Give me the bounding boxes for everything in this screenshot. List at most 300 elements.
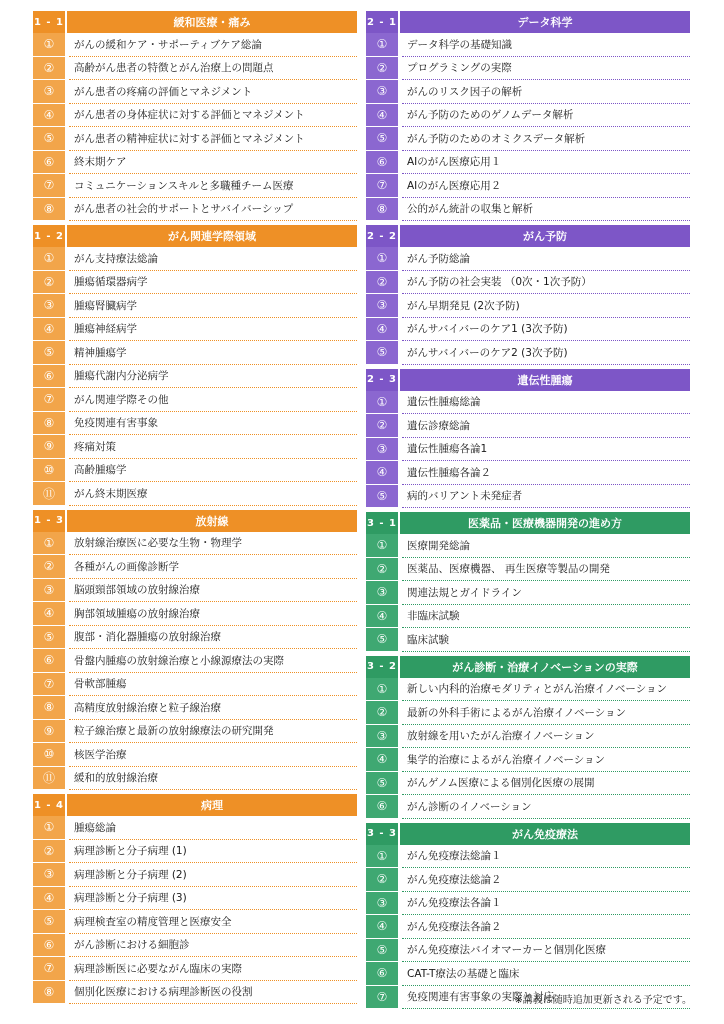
lecture-number-badge: ⑪ [42, 486, 55, 501]
lecture-row [33, 341, 357, 365]
lecture-row [33, 981, 357, 1005]
lecture-number-badge: ② [376, 872, 388, 887]
section-number: 1 - 3 [33, 510, 65, 532]
lecture-title: 病理診断と分子病理 (3) [69, 887, 357, 911]
lecture-number-badge: ⑧ [43, 415, 55, 430]
lecture-number-badge: ① [43, 820, 55, 835]
lecture-number-badge: ⑤ [376, 131, 388, 146]
lecture-number [33, 957, 65, 981]
lecture-title: 粒子線治療と最新の放射線療法の研究開発 [69, 720, 357, 744]
section-title: 病理 [67, 794, 357, 816]
section-header [33, 225, 357, 247]
lecture-number-badge: ⑧ [43, 201, 55, 216]
lecture-title: がん関連学際その他 [69, 388, 357, 412]
lecture-row [366, 939, 690, 963]
lecture-number-badge: ④ [43, 107, 55, 122]
lecture-row [33, 151, 357, 175]
lecture-number [33, 174, 65, 198]
lecture-number-badge: ④ [376, 752, 388, 767]
lecture-title: 病理診断医に必要ながん臨床の実際 [69, 957, 357, 981]
lecture-row [366, 581, 690, 605]
lecture-title: がん免疫療法総論２ [402, 868, 690, 892]
section-title: 緩和医療・痛み [67, 11, 357, 33]
lecture-number [33, 104, 65, 128]
lecture-number-badge: ④ [43, 321, 55, 336]
lecture-title: 腫瘍循環器病学 [69, 271, 357, 295]
lecture-title: 公的がん統計の収集と解析 [402, 198, 690, 222]
course-section [33, 11, 357, 221]
lecture-number [366, 438, 398, 462]
lecture-number [33, 365, 65, 389]
lecture-number [366, 174, 398, 198]
lecture-number-badge: ① [43, 251, 55, 266]
section-title: 放射線 [67, 510, 357, 532]
lecture-title: がん支持療法総論 [69, 247, 357, 271]
section-title: 遺伝性腫瘍 [400, 369, 690, 391]
lecture-number [33, 127, 65, 151]
lecture-title: 放射線治療医に必要な生物・物理学 [69, 532, 357, 556]
lecture-number [33, 602, 65, 626]
lecture-number [33, 626, 65, 650]
lecture-title: 関連法規とガイドライン [402, 581, 690, 605]
lecture-number [33, 696, 65, 720]
lecture-row [366, 701, 690, 725]
lecture-row [366, 247, 690, 271]
lecture-number-badge: ⑥ [376, 154, 388, 169]
lecture-title: 個別化医療における病理診断医の役割 [69, 981, 357, 1005]
lecture-number-badge: ③ [43, 867, 55, 882]
lecture-row [33, 80, 357, 104]
lecture-title: がんサバイバーのケア2 (3次予防) [402, 341, 690, 365]
lecture-number-badge: ⑤ [43, 914, 55, 929]
lecture-row [366, 892, 690, 916]
lecture-title: がん患者の社会的サポートとサバイバーシップ [69, 198, 357, 222]
lecture-number-badge: ③ [376, 895, 388, 910]
lecture-title: 病理検査室の精度管理と医療安全 [69, 910, 357, 934]
lecture-number-badge: ② [376, 561, 388, 576]
lecture-row [33, 412, 357, 436]
lecture-number-badge: ⑧ [376, 201, 388, 216]
lecture-row [366, 558, 690, 582]
lecture-number [366, 605, 398, 629]
lecture-number-badge: ⑨ [43, 439, 55, 454]
lecture-number [366, 915, 398, 939]
lecture-title: CAT-T療法の基礎と臨床 [402, 962, 690, 986]
lecture-number [33, 412, 65, 436]
section-title: がん診断・治療イノベーションの実際 [400, 656, 690, 678]
lecture-title: 非臨床試験 [402, 605, 690, 629]
section-title: がん免疫療法 [400, 823, 690, 845]
lecture-row [33, 957, 357, 981]
lecture-title: がん免疫療法バイオマーカーと個別化医療 [402, 939, 690, 963]
lecture-number [33, 294, 65, 318]
lecture-number [366, 628, 398, 652]
lecture-row [33, 104, 357, 128]
lecture-title: 終末期ケア [69, 151, 357, 175]
lecture-number-badge: ⑦ [43, 392, 55, 407]
lecture-number [366, 772, 398, 796]
lecture-number-badge: ⑦ [376, 989, 388, 1004]
lecture-row [33, 673, 357, 697]
lecture-row [33, 743, 357, 767]
lecture-number [366, 678, 398, 702]
lecture-number [366, 725, 398, 749]
section-header [366, 823, 690, 845]
lecture-row [33, 318, 357, 342]
lecture-title: 骨盤内腫瘍の放射線治療と小線源療法の実際 [69, 649, 357, 673]
lecture-number [33, 388, 65, 412]
lecture-number-badge: ④ [43, 890, 55, 905]
lecture-number [366, 318, 398, 342]
lecture-title: 各種がんの画像診断学 [69, 555, 357, 579]
lecture-number-badge: ① [376, 538, 388, 553]
lecture-number-badge: ⑩ [43, 462, 55, 477]
lecture-number [366, 33, 398, 57]
lecture-title: がんゲノム医療による個別化医療の展開 [402, 772, 690, 796]
lecture-row [33, 720, 357, 744]
lecture-number [366, 127, 398, 151]
lecture-number-badge: ⑥ [43, 653, 55, 668]
lecture-number [33, 33, 65, 57]
lecture-number-badge: ④ [376, 321, 388, 336]
lecture-number-badge: ③ [376, 441, 388, 456]
lecture-number [366, 581, 398, 605]
lecture-title: 免疫関連有害事象の実際と対応 [402, 986, 690, 1010]
lecture-row [33, 365, 357, 389]
lecture-number [33, 816, 65, 840]
lecture-row [33, 174, 357, 198]
lecture-number [366, 986, 398, 1010]
lecture-row [33, 863, 357, 887]
lecture-number-badge: ⑤ [376, 345, 388, 360]
lecture-number [33, 649, 65, 673]
lecture-number-badge: ② [376, 705, 388, 720]
course-section [366, 369, 690, 509]
lecture-title: 遺伝性腫瘍各論1 [402, 438, 690, 462]
lecture-title: 新しい内科的治療モダリティとがん治療イノベーション [402, 678, 690, 702]
lecture-title: 核医学治療 [69, 743, 357, 767]
lecture-number-badge: ⑤ [43, 345, 55, 360]
lecture-title: 医薬品、医療機器、 再生医療等製品の開発 [402, 558, 690, 582]
lecture-number-badge: ① [43, 37, 55, 52]
section-header [33, 794, 357, 816]
lecture-number-badge: ④ [376, 107, 388, 122]
lecture-title: 高齢がん患者の特徴とがん治療上の問題点 [69, 57, 357, 81]
lecture-title: がん予防の社会実装 （0次・1次予防） [402, 271, 690, 295]
lecture-number [366, 271, 398, 295]
lecture-number-badge: ⑦ [376, 178, 388, 193]
lecture-row [366, 57, 690, 81]
lecture-number [33, 532, 65, 556]
lecture-number [33, 981, 65, 1005]
lecture-number [33, 579, 65, 603]
lecture-number [366, 57, 398, 81]
lecture-number [33, 80, 65, 104]
lecture-number-badge: ⑥ [376, 799, 388, 814]
lecture-number-badge: ④ [376, 608, 388, 623]
lecture-row [33, 294, 357, 318]
lecture-title: がん患者の精神症状に対する評価とマネジメント [69, 127, 357, 151]
lecture-row [366, 341, 690, 365]
lecture-row [33, 910, 357, 934]
lecture-title: プログラミングの実際 [402, 57, 690, 81]
lecture-number-badge: ⑩ [43, 747, 55, 762]
lecture-number [33, 887, 65, 911]
footnote: ※講義は随時追加更新される予定です。 [514, 995, 692, 1006]
section-header [366, 656, 690, 678]
lecture-number [33, 767, 65, 791]
lecture-number-badge: ⑥ [43, 937, 55, 952]
section-header [366, 225, 690, 247]
lecture-title: がん免疫療法各論１ [402, 892, 690, 916]
lecture-number-badge: ⑤ [376, 488, 388, 503]
lecture-title: がん予防のためのゲノムデータ解析 [402, 104, 690, 128]
lecture-number-badge: ④ [376, 919, 388, 934]
lecture-row [366, 174, 690, 198]
lecture-number-badge: ⑦ [43, 178, 55, 193]
lecture-row [366, 485, 690, 509]
lecture-number [33, 435, 65, 459]
lecture-row [366, 628, 690, 652]
lecture-title: がん診断における細胞診 [69, 934, 357, 958]
lecture-title: 病的バリアント未発症者 [402, 485, 690, 509]
lecture-number [366, 485, 398, 509]
lecture-title: 腫瘍神経病学 [69, 318, 357, 342]
lecture-number-badge: ⑨ [43, 723, 55, 738]
lecture-row [366, 845, 690, 869]
lecture-title: がん免疫療法各論２ [402, 915, 690, 939]
lecture-number [366, 294, 398, 318]
lecture-title: 医療開発総論 [402, 534, 690, 558]
lecture-number-badge: ⑪ [42, 771, 55, 786]
lecture-row [366, 414, 690, 438]
lecture-number [366, 391, 398, 415]
lecture-number [366, 80, 398, 104]
lecture-row [366, 198, 690, 222]
lecture-number [366, 534, 398, 558]
lecture-title: 遺伝性腫瘍総論 [402, 391, 690, 415]
section-header [33, 510, 357, 532]
lecture-row [33, 626, 357, 650]
lecture-number [33, 934, 65, 958]
lecture-title: がん免疫療法総論１ [402, 845, 690, 869]
course-section [33, 225, 357, 506]
lecture-row [366, 678, 690, 702]
lecture-number-badge: ③ [376, 298, 388, 313]
lecture-row [33, 388, 357, 412]
lecture-title: 最新の外科手術によるがん治療イノベーション [402, 701, 690, 725]
lecture-number [33, 743, 65, 767]
lecture-number [33, 910, 65, 934]
lecture-number-badge: ① [376, 394, 388, 409]
lecture-number [366, 414, 398, 438]
lecture-number-badge: ① [376, 251, 388, 266]
course-section [366, 512, 690, 652]
section-number: 2 - 3 [366, 369, 398, 391]
lecture-row [33, 459, 357, 483]
lecture-row [33, 934, 357, 958]
lecture-title: 胸部領域腫瘍の放射線治療 [69, 602, 357, 626]
section-title: データ科学 [400, 11, 690, 33]
lecture-number-badge: ④ [43, 606, 55, 621]
lecture-number-badge: ⑧ [43, 700, 55, 715]
section-number: 3 - 3 [366, 823, 398, 845]
lecture-title: 腫瘍腎臓病学 [69, 294, 357, 318]
lecture-title: AIのがん医療応用２ [402, 174, 690, 198]
lecture-title: 高精度放射線治療と粒子線治療 [69, 696, 357, 720]
lecture-title: 緩和的放射線治療 [69, 767, 357, 791]
lecture-title: がん患者の疼痛の評価とマネジメント [69, 80, 357, 104]
course-section [366, 823, 690, 1010]
lecture-number [366, 198, 398, 222]
lecture-row [33, 247, 357, 271]
lecture-number-badge: ⑦ [43, 676, 55, 691]
lecture-number-badge: ④ [376, 465, 388, 480]
lecture-number-badge: ③ [376, 84, 388, 99]
lecture-row [366, 534, 690, 558]
lecture-title: 臨床試験 [402, 628, 690, 652]
lecture-row [33, 579, 357, 603]
lecture-number [33, 555, 65, 579]
lecture-row [366, 772, 690, 796]
lecture-row [33, 33, 357, 57]
lecture-row [366, 151, 690, 175]
section-title: 医薬品・医療機器開発の進め方 [400, 512, 690, 534]
lecture-row [33, 555, 357, 579]
lecture-title: がん予防総論 [402, 247, 690, 271]
lecture-title: 腫瘍総論 [69, 816, 357, 840]
lecture-title: データ科学の基礎知識 [402, 33, 690, 57]
lecture-number [366, 151, 398, 175]
lecture-row [366, 271, 690, 295]
section-title: がん関連学際領域 [67, 225, 357, 247]
lecture-row [366, 294, 690, 318]
lecture-number [366, 461, 398, 485]
lecture-number [33, 318, 65, 342]
lecture-row [366, 461, 690, 485]
lecture-number [33, 271, 65, 295]
lecture-number-badge: ③ [43, 84, 55, 99]
course-section [366, 656, 690, 819]
lecture-number [33, 840, 65, 864]
lecture-row [366, 104, 690, 128]
lecture-number-badge: ① [376, 848, 388, 863]
lecture-number [366, 868, 398, 892]
section-header [33, 11, 357, 33]
lecture-number-badge: ③ [376, 585, 388, 600]
lecture-row [33, 198, 357, 222]
lecture-title: 集学的治療によるがん治療イノベーション [402, 748, 690, 772]
lecture-number [33, 673, 65, 697]
lecture-title: 骨軟部腫瘍 [69, 673, 357, 697]
lecture-number [33, 341, 65, 365]
lecture-number [33, 863, 65, 887]
lecture-title: 免疫関連有害事象 [69, 412, 357, 436]
lecture-title: 病理診断と分子病理 (2) [69, 863, 357, 887]
course-section [33, 510, 357, 791]
lecture-title: AIのがん医療応用１ [402, 151, 690, 175]
lecture-number [366, 558, 398, 582]
lecture-number-badge: ② [376, 418, 388, 433]
left-column [33, 11, 357, 1008]
lecture-title: がん診断のイノベーション [402, 795, 690, 819]
section-title: がん予防 [400, 225, 690, 247]
lecture-row [366, 795, 690, 819]
lecture-title: がん患者の身体症状に対する評価とマネジメント [69, 104, 357, 128]
lecture-row [33, 887, 357, 911]
section-number: 2 - 2 [366, 225, 398, 247]
lecture-row [33, 57, 357, 81]
lecture-number-badge: ⑤ [43, 629, 55, 644]
lecture-number [366, 962, 398, 986]
lecture-number-badge: ⑥ [376, 966, 388, 981]
lecture-number-badge: ② [43, 60, 55, 75]
lecture-row [33, 816, 357, 840]
lecture-number [33, 482, 65, 506]
lecture-number-badge: ② [376, 60, 388, 75]
lecture-number-badge: ① [376, 681, 388, 696]
lecture-number-badge: ① [376, 37, 388, 52]
lecture-number [33, 247, 65, 271]
lecture-title: コミュニケーションスキルと多職種チーム医療 [69, 174, 357, 198]
section-header [366, 369, 690, 391]
lecture-title: 遺伝性腫瘍各論２ [402, 461, 690, 485]
lecture-number-badge: ③ [43, 582, 55, 597]
course-section [366, 11, 690, 221]
lecture-number [366, 795, 398, 819]
section-header [366, 512, 690, 534]
section-number: 2 - 1 [366, 11, 398, 33]
lecture-number-badge: ② [43, 843, 55, 858]
lecture-title: 遺伝診療総論 [402, 414, 690, 438]
lecture-number-badge: ② [43, 559, 55, 574]
course-section [366, 225, 690, 365]
lecture-row [366, 868, 690, 892]
lecture-number-badge: ⑥ [43, 154, 55, 169]
lecture-title: 脳頭頸部領域の放射線治療 [69, 579, 357, 603]
lecture-number-badge: ⑤ [43, 131, 55, 146]
lecture-row [33, 696, 357, 720]
lecture-row [33, 840, 357, 864]
lecture-number-badge: ③ [43, 298, 55, 313]
lecture-row [366, 127, 690, 151]
lecture-number-badge: ⑧ [43, 984, 55, 999]
lecture-number [366, 104, 398, 128]
lecture-row [366, 725, 690, 749]
lecture-number [366, 247, 398, 271]
lecture-row [366, 33, 690, 57]
lecture-title: 放射線を用いたがん治療イノベーション [402, 725, 690, 749]
lecture-title: がんサバイバーのケア1 (3次予防) [402, 318, 690, 342]
lecture-row [33, 271, 357, 295]
lecture-title: がん予防のためのオミクスデータ解析 [402, 127, 690, 151]
lecture-row [33, 649, 357, 673]
lecture-title: 腹部・消化器腫瘍の放射線治療 [69, 626, 357, 650]
lecture-title: 疼痛対策 [69, 435, 357, 459]
lecture-row [33, 127, 357, 151]
lecture-number [33, 459, 65, 483]
lecture-row [33, 602, 357, 626]
lecture-number [33, 720, 65, 744]
lecture-row [33, 482, 357, 506]
lecture-number [33, 198, 65, 222]
lecture-number [366, 748, 398, 772]
lecture-number-badge: ⑤ [376, 632, 388, 647]
lecture-number-badge: ① [43, 535, 55, 550]
section-number: 1 - 1 [33, 11, 65, 33]
lecture-title: がんの緩和ケア・サポーティブケア総論 [69, 33, 357, 57]
lecture-title: 病理診断と分子病理 (1) [69, 840, 357, 864]
